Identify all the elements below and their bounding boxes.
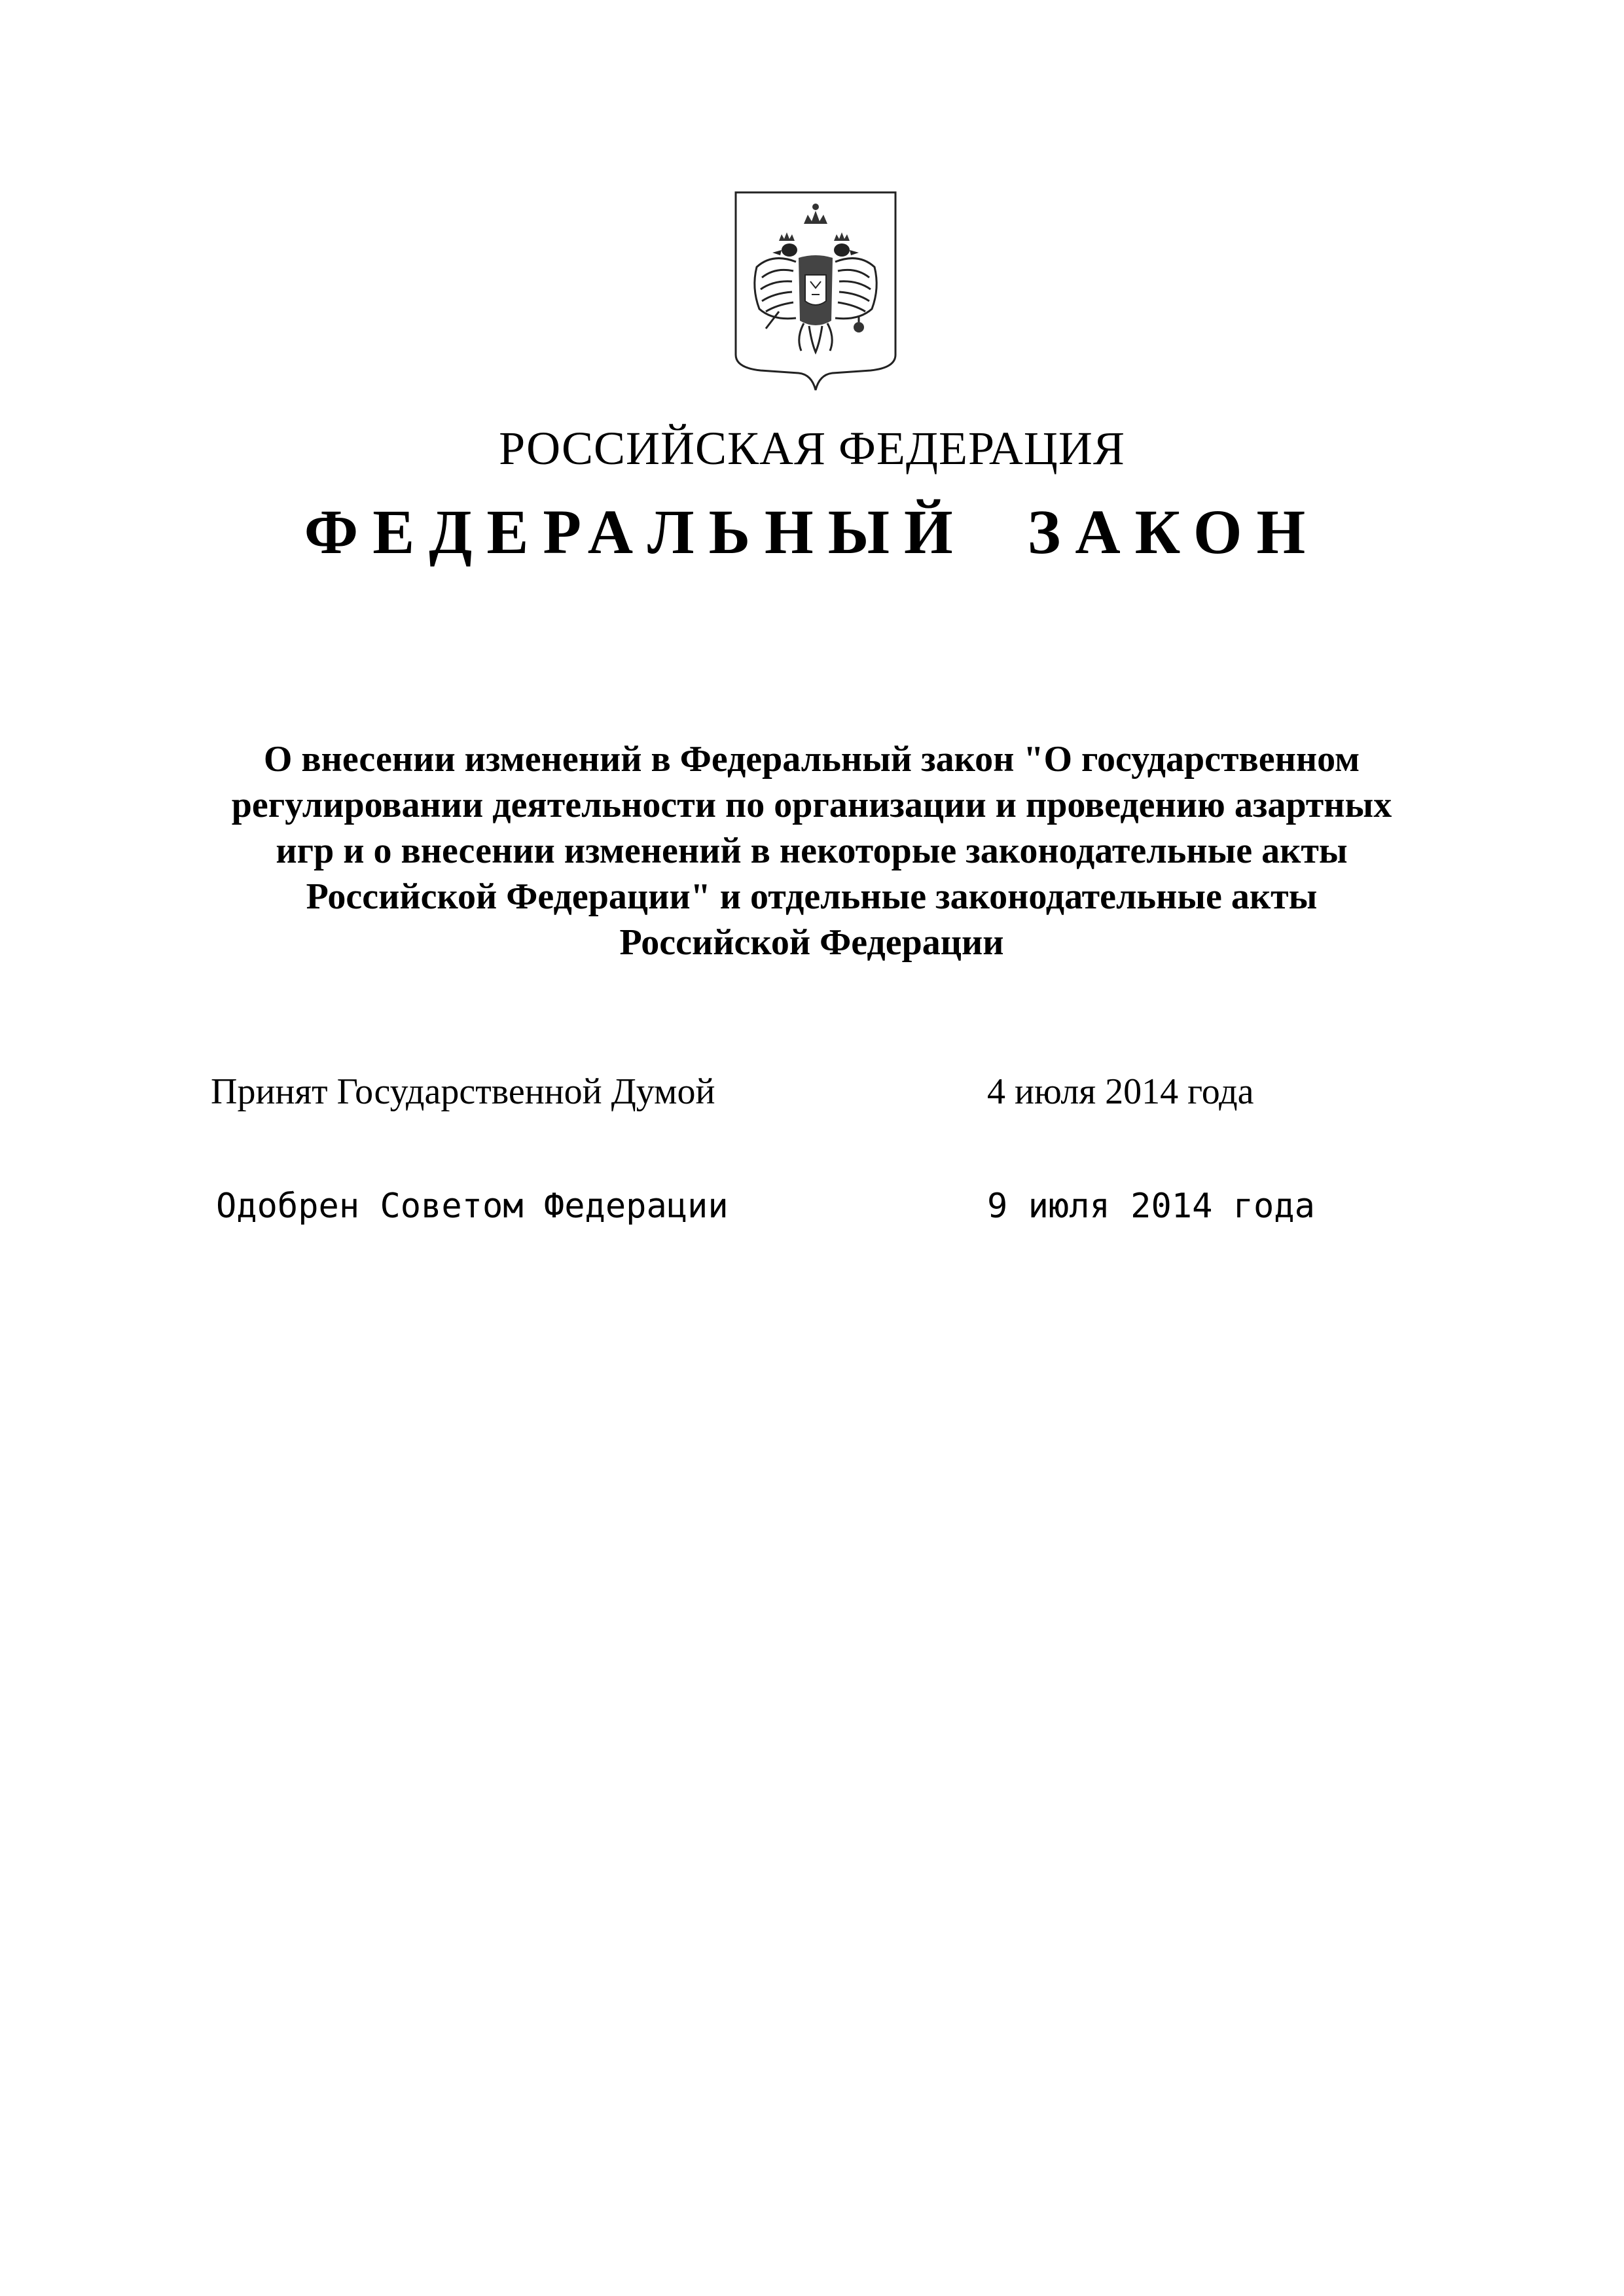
law-title [170,736,1453,965]
document-type: ФЕДЕРАЛЬНЫЙ ЗАКОН [304,497,1320,567]
law-title-line: Российской Федерации" и отдельные законодательные акты [306,876,1318,917]
law-title-line: О внесении изменений в Федеральный закон "О государственном [263,739,1360,780]
law-title-line: регулировании деятельности по организации и проведению азартных [231,785,1392,825]
law-title-line: Российской Федерации [619,922,1004,963]
council-approval-label: Одобрен Советом Федерации [216,1187,729,1226]
country-name: РОССИЙСКАЯ ФЕДЕРАЦИЯ [499,422,1125,475]
duma-adoption-label: Принят Государственной Думой [211,1071,715,1112]
duma-adoption-date: 4 июля 2014 года [987,1071,1254,1112]
council-approval-date: 9 июля 2014 года [987,1187,1315,1226]
law-title-line: игр и о внесении изменений в некоторые законодательные акты [276,831,1348,871]
coat-of-arms-icon [733,190,898,393]
